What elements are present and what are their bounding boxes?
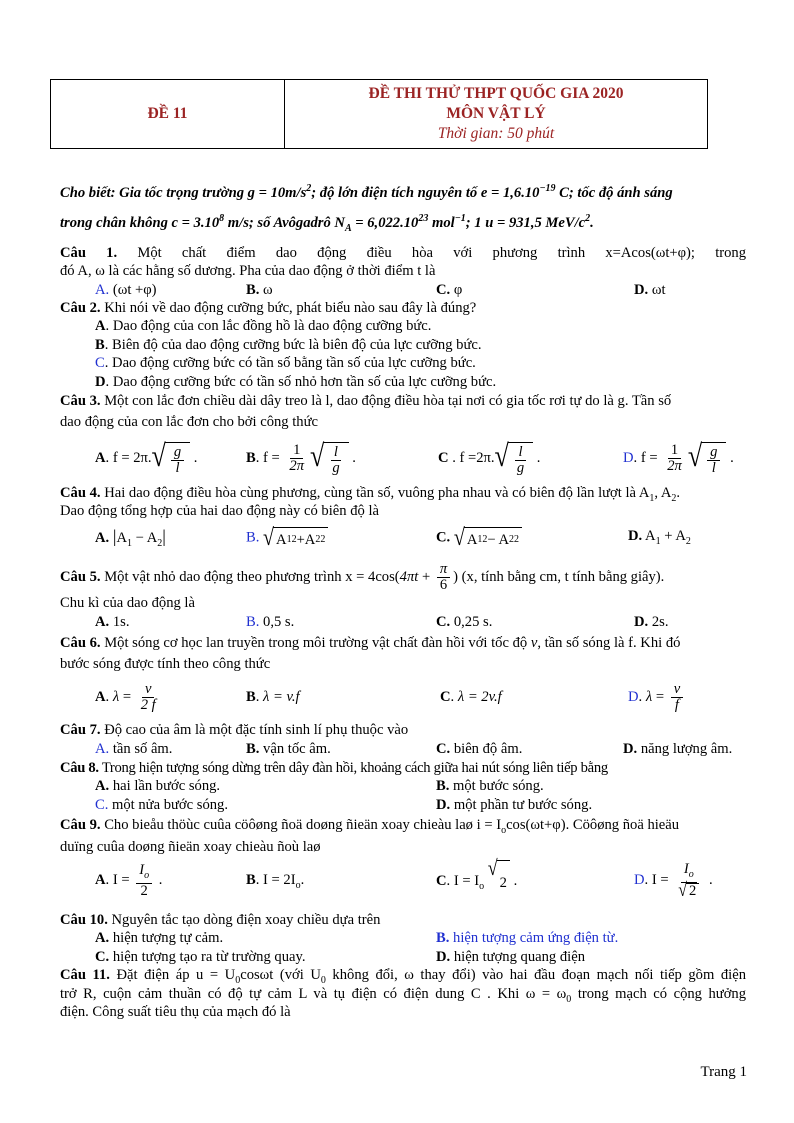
q4-option-d: D. $A_1 + A_2$: [628, 528, 691, 547]
q3-option-d: D. f = $\frac{1}{2\pi}$ √ $\frac{g}{l}$ .: [623, 438, 734, 476]
q5-option-c: C. 0,25 s.: [436, 614, 493, 630]
q5-option-d: D. 2s.: [634, 614, 669, 630]
time-limit: Thời gian: 50 phút: [437, 125, 555, 142]
q10-option-a: A. hiện tượng tự cảm.: [95, 930, 224, 946]
header-table: [50, 79, 708, 149]
question-9: Câu 9. Cho bieåu thöùc cuûa cöôøng ñoä doøng ñieän xoay chieàu laø $i = I_o\cos(\omega t+\varphi)$. Cöôøng ñoä hieäu: [60, 817, 680, 836]
q7-option-d: D. năng lượng âm.: [623, 741, 733, 757]
q2-option-c: C. Dao động cưỡng bức có tần số bằng tần số của lực cưỡng bức.: [95, 355, 476, 371]
q2-option-b: B. Biên độ của dao động cưỡng bức là biên độ của lực cưỡng bức.: [95, 337, 482, 353]
q1-option-d: D. ωt: [634, 282, 666, 298]
q6-option-c: C. λ = 2v.f: [440, 689, 502, 705]
q3-option-b: B. f = $\frac{1}{2\pi}$ √ $\frac{l}{g}$ .: [246, 438, 356, 476]
question-1: Câu 1. Một chất điểm dao động điều hòa với phương trình x=Acos(ωt+φ); trong: [60, 245, 747, 261]
q8-option-a: A. hai lần bước sóng.: [95, 778, 221, 794]
q3-option-c: C . f =2π. √ $\frac{l}{g}$ .: [438, 438, 541, 476]
q1-option-b: B. ω: [246, 282, 273, 298]
question-10: Câu 10. Nguyên tắc tạo dòng điện xoay chiều dựa trên: [60, 912, 381, 928]
question-5-line2: Chu kì của dao động là: [60, 595, 195, 611]
subject-title: MÔN VẬT LÝ: [446, 105, 546, 122]
question-7: Câu 7. Độ cao của âm là một đặc tính sinh lí phụ thuộc vào: [60, 722, 409, 738]
q8-option-b: B. một bước sóng.: [436, 778, 544, 794]
question-4: Câu 4. Hai dao động điều hòa cùng phương, cùng tần số, vuông pha nhau và có biên độ lần lượt là $A_1$, $A_2$.: [60, 485, 681, 504]
question-3: Câu 3. Một con lắc đơn chiều dài dây treo là l, dao động điều hòa tại nơi có gia tốc rơi tự do là g. Tần số: [60, 393, 672, 409]
exam-code: ĐỀ 11: [51, 80, 285, 148]
q8-option-c: C. một nửa bước sóng.: [95, 797, 228, 813]
q9-option-d: D. I = $I_o$ √ 2 .: [634, 861, 713, 901]
q4-option-a: A. $|A_1 - A_2|$: [95, 526, 166, 549]
q1-option-a: A. (ωt +φ): [95, 282, 157, 298]
q7-option-b: B. vận tốc âm.: [246, 741, 331, 757]
question-4-line2: Dao động tổng hợp của hai dao động này có biên độ là: [60, 503, 379, 519]
q9-option-a: A. I = $\frac{I_o}{2}$ .: [95, 861, 163, 899]
question-3-line2: dao động của con lắc đơn cho bởi công thức: [60, 414, 318, 430]
sqrt-symbol: √ $\frac{g}{l}$: [152, 442, 191, 476]
question-11: Câu 11. Đặt điện áp $u = U_0\cos\omega t$ (với $U_0$ không đổi, ω thay đổi) vào hai đầu đoạn mạch nối tiếp gồm điện: [60, 967, 746, 986]
q8-option-d: D. một phần tư bước sóng.: [436, 797, 593, 813]
q5-option-b: B. 0,5 s.: [246, 614, 295, 630]
header-titles: [285, 80, 707, 148]
question-6: Câu 6. Một sóng cơ học lan truyền trong môi trường vật chất đàn hồi với tốc độ v, tần số sóng là f. Khi đó: [60, 635, 681, 651]
exam-title: ĐỀ THI THỬ THPT QUỐC GIA 2020: [368, 85, 624, 102]
q6-option-d: D. λ = $\frac{v}{f}$: [628, 677, 686, 717]
question-8: Câu 8. Trong hiện tượng sóng dừng trên dây đàn hồi, khoảng cách giữa hai nút sóng liên tiếp bằng: [60, 760, 608, 776]
q7-option-a: A. tần số âm.: [95, 741, 173, 757]
question-11-line2: trở R, cuộn cảm thuần có độ tự cảm L và tụ điện có điện dung C . Khi $\omega = \omega_0$ trong mạch có cộng hưởng: [60, 986, 747, 1005]
question-2: Câu 2. Khi nói về dao động cưỡng bức, phát biểu nào sau đây là đúng?: [60, 300, 477, 316]
q9-option-b: B. $I = 2I_o$.: [246, 872, 305, 891]
question-5: Câu 5. Một vật nhỏ dao động theo phương trình x = 4cos(4πt + $\frac{\pi}{6}$ ) (x, tính bằng cm, t tính bằng giây).: [60, 561, 665, 593]
q1-option-c: C. φ: [436, 282, 463, 298]
question-9-line2: duïng cuûa doøng ñieän xoay chieàu ñoù laø: [60, 839, 321, 855]
given-constants: Cho biết: Gia tốc trọng trường $g = 10m/s^2$; độ lớn điện tích nguyên tố $e = 1,6.10^{-19}$ C; tốc độ ánh sáng trong chân không $c = 3.10^8$ m/s; số Avôgadrô $N_A = 6,022.10^{23}$ mol$^{-1}$; 1 u = 931,5 MeV/$c^2$.: [60, 183, 673, 234]
page-number: Trang 1: [700, 1064, 747, 1080]
q6-option-a: A. λ = $\frac{v}{2 f}$: [95, 681, 156, 714]
q10-option-d: D. hiện tượng quang điện: [436, 949, 585, 965]
question-1-line2: đó A, ω là các hằng số dương. Pha của dao động ở thời điểm t là: [60, 263, 436, 279]
question-6-line2: bước sóng được tính theo công thức: [60, 656, 271, 672]
q10-option-b: B. hiện tượng cảm ứng điện từ.: [436, 930, 619, 946]
q4-option-c: C. √ A 1 2 − A 2 2: [436, 527, 522, 549]
q3-option-a: A. f = 2π. √ $\frac{g}{l}$ .: [95, 438, 198, 476]
q4-option-b: B. √ A 1 2 +A 2 2: [246, 527, 328, 549]
q2-option-d: D. Dao động cưỡng bức có tần số nhỏ hơn tần số của lực cưỡng bức.: [95, 374, 497, 390]
q5-option-a: A. 1s.: [95, 614, 130, 630]
question-11-line3: điện. Công suất tiêu thụ của mạch đó là: [60, 1004, 291, 1020]
q6-option-b: B. λ = v.f: [246, 689, 300, 705]
q10-option-c: C. hiện tượng tạo ra từ trường quay.: [95, 949, 306, 965]
q2-option-a: A. Dao động của con lắc đồng hồ là dao động cưỡng bức.: [95, 318, 432, 334]
q9-option-c: C. $I = I_o$ √ 2 .: [436, 860, 517, 907]
q7-option-c: C. biên độ âm.: [436, 741, 523, 757]
